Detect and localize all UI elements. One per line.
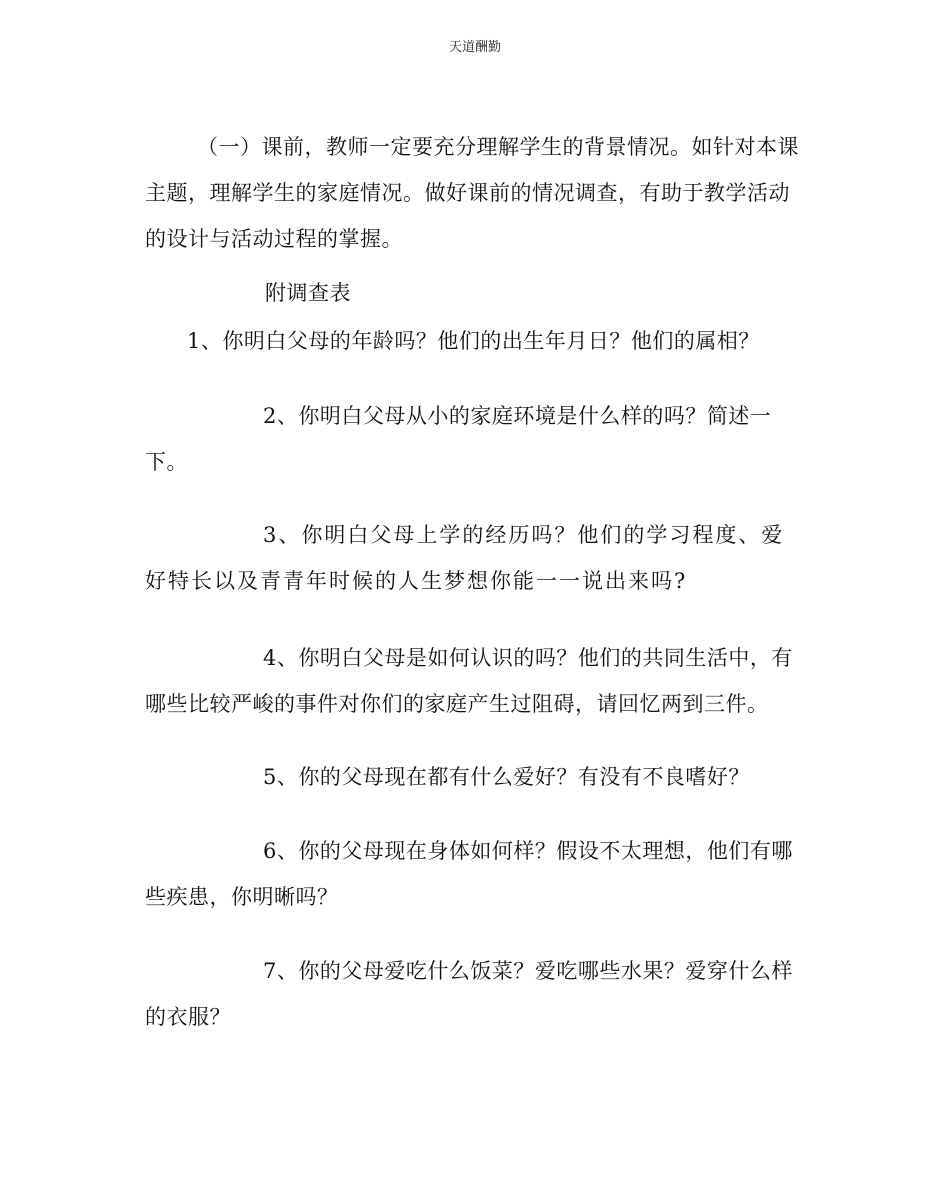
question-7: 7、你的父母爱吃什么饭菜？爱吃哪些水果？爱穿什么样的衣服？ xyxy=(145,959,793,1029)
question-3: 3、你明白父母上学的经历吗？他们的学习程度、爱好特长以及青青年时候的人生梦想你能一一说出来吗? xyxy=(145,523,785,593)
intro-paragraph: （一）课前，教师一定要充分理解学生的背景情况。如针对本课主题，理解学生的家庭情况。做好课前的情况调查，有助于教学活动的设计与活动过程的掌握。 xyxy=(145,135,799,251)
appendix-title: 附调查表 xyxy=(265,281,351,305)
question-5: 5、你的父母现在都有什么爱好？有没有不良嗜好？ xyxy=(263,765,750,789)
question-4: 4、你明白父母是如何认识的吗？他们的共同生活中，有哪些比较严峻的事件对你们的家庭产生过阻碍，请回忆两到三件。 xyxy=(145,646,793,716)
page-header-title: 天道酬勤 xyxy=(448,40,501,55)
question-6: 6、你的父母现在身体如何样？假设不太理想，他们有哪些疾患，你明晰吗？ xyxy=(145,839,793,909)
question-2: 2、你明白父母从小的家庭环境是什么样的吗？简述一下。 xyxy=(145,404,772,474)
question-1: 1、你明白父母的年龄吗？他们的出生年月日？他们的属相？ xyxy=(187,329,760,353)
